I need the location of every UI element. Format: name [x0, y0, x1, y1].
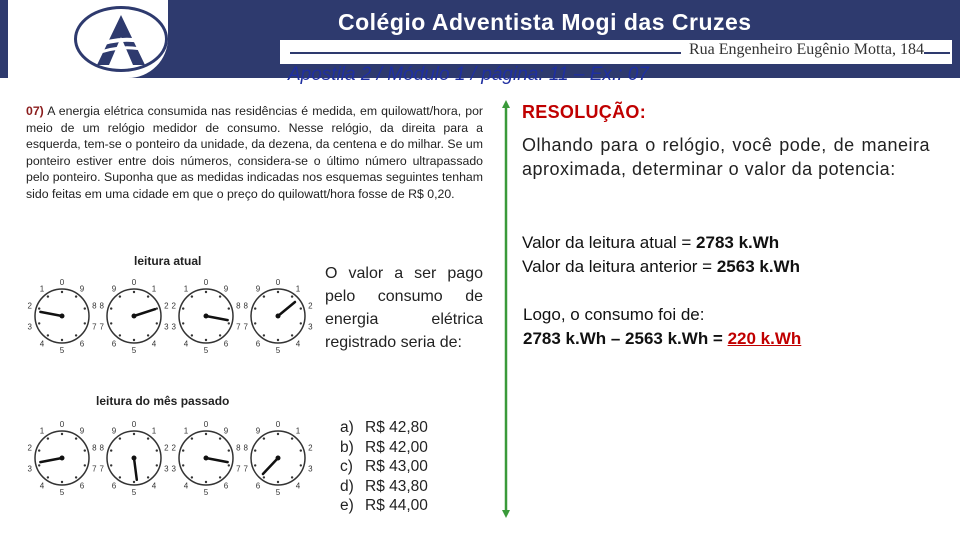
svg-text:3: 3	[27, 464, 32, 474]
meter-current-caption: leitura atual	[134, 254, 202, 268]
svg-text:3: 3	[171, 322, 176, 332]
svg-text:1: 1	[183, 426, 189, 436]
calc-result: 220 k.Wh	[727, 329, 802, 348]
svg-text:2: 2	[164, 443, 169, 453]
svg-text:0: 0	[275, 420, 281, 429]
svg-text:5: 5	[59, 488, 65, 497]
svg-text:2: 2	[27, 443, 32, 453]
svg-text:6: 6	[79, 339, 85, 349]
logo-container	[8, 0, 168, 78]
school-address: Rua Engenheiro Eugênio Motta, 184	[681, 41, 924, 59]
resolution-text: Olhando para o relógio, você pode, de maneira aproximada, determinar o valor da potencia:	[522, 135, 930, 179]
meter-current-dials	[24, 272, 314, 362]
svg-text:7: 7	[99, 322, 104, 332]
svg-text:3: 3	[308, 464, 313, 474]
page-title: Apostila 2 / Módulo 1 / página: 11 – Ex.: 07	[288, 64, 649, 85]
meter-dial	[171, 278, 241, 355]
svg-text:2: 2	[27, 301, 32, 311]
option-b[interactable]: b) R$ 42,00	[340, 438, 428, 456]
svg-text:7: 7	[92, 464, 97, 474]
meter-dial	[27, 420, 97, 497]
meter-dial	[243, 278, 313, 355]
svg-text:1: 1	[151, 284, 157, 294]
meter-previous-dials	[24, 414, 314, 504]
svg-text:5: 5	[59, 346, 65, 355]
svg-text:9: 9	[79, 284, 85, 294]
svg-text:9: 9	[223, 426, 229, 436]
svg-text:8: 8	[99, 443, 104, 453]
svg-text:0: 0	[203, 278, 209, 287]
meter-dial	[27, 278, 97, 355]
meter-previous-figure	[24, 392, 314, 502]
svg-text:9: 9	[111, 426, 117, 436]
svg-text:8: 8	[236, 301, 241, 311]
svg-text:0: 0	[275, 278, 281, 287]
svg-text:4: 4	[39, 481, 45, 491]
meter-dial	[243, 420, 313, 497]
svg-text:0: 0	[131, 420, 137, 429]
svg-text:2: 2	[171, 443, 176, 453]
svg-text:5: 5	[275, 346, 281, 355]
meter-previous-caption: leitura do mês passado	[96, 394, 230, 408]
svg-text:8: 8	[243, 443, 248, 453]
svg-text:5: 5	[203, 346, 209, 355]
svg-text:8: 8	[92, 301, 97, 311]
conclusion-intro: Logo, o consumo foi de:	[523, 305, 705, 324]
adventist-logo-icon	[74, 6, 168, 72]
svg-text:6: 6	[255, 481, 261, 491]
meter-readings	[522, 231, 800, 279]
svg-text:3: 3	[27, 322, 32, 332]
svg-text:3: 3	[308, 322, 313, 332]
svg-text:3: 3	[164, 464, 169, 474]
option-a[interactable]: a) R$ 42,80	[340, 419, 428, 436]
svg-text:6: 6	[111, 481, 117, 491]
svg-text:5: 5	[203, 488, 209, 497]
option-c[interactable]: c) R$ 43,00	[340, 458, 428, 475]
svg-text:7: 7	[236, 464, 241, 474]
svg-text:5: 5	[275, 488, 281, 497]
meter-dial	[171, 420, 241, 497]
svg-text:6: 6	[223, 339, 229, 349]
svg-text:9: 9	[79, 426, 85, 436]
svg-text:0: 0	[59, 420, 65, 429]
svg-text:0: 0	[131, 278, 137, 287]
svg-text:7: 7	[236, 322, 241, 332]
svg-text:6: 6	[223, 481, 229, 491]
svg-text:0: 0	[59, 278, 65, 287]
answer-options	[340, 418, 428, 516]
question-number: 07)	[26, 104, 44, 118]
conclusion	[523, 303, 801, 351]
svg-text:7: 7	[99, 464, 104, 474]
question-prompt: O valor a ser pago pelo consumo de energia elétrica registrado seria de:	[325, 265, 483, 351]
svg-text:4: 4	[151, 481, 157, 491]
svg-text:6: 6	[79, 481, 85, 491]
svg-text:8: 8	[99, 301, 104, 311]
svg-text:8: 8	[243, 301, 248, 311]
conclusion-calc: 2783 k.Wh – 2563 k.Wh = 220 k.Wh	[523, 329, 802, 348]
svg-text:3: 3	[164, 322, 169, 332]
svg-text:8: 8	[236, 443, 241, 453]
option-d[interactable]: d) R$ 43,80	[340, 477, 428, 495]
svg-text:1: 1	[295, 284, 301, 294]
svg-text:9: 9	[223, 284, 229, 294]
question-text	[26, 103, 483, 203]
svg-text:4: 4	[183, 339, 189, 349]
resolution-panel	[522, 102, 930, 181]
reading-previous: Valor da leitura anterior = 2563 k.Wh	[522, 257, 800, 276]
svg-text:1: 1	[295, 426, 301, 436]
school-name: Colégio Adventista Mogi das Cruzes	[338, 9, 752, 35]
meter-dial	[99, 278, 169, 355]
svg-text:3: 3	[171, 464, 176, 474]
svg-text:5: 5	[131, 488, 137, 497]
svg-text:1: 1	[183, 284, 189, 294]
svg-text:2: 2	[164, 301, 169, 311]
svg-text:2: 2	[308, 301, 313, 311]
svg-text:4: 4	[183, 481, 189, 491]
reading-current: Valor da leitura atual = 2783 k.Wh	[522, 233, 780, 252]
svg-text:9: 9	[255, 284, 261, 294]
svg-text:7: 7	[243, 322, 248, 332]
svg-text:2: 2	[171, 301, 176, 311]
svg-text:4: 4	[151, 339, 157, 349]
divider-arrow	[502, 100, 510, 518]
svg-text:2: 2	[308, 443, 313, 453]
svg-text:7: 7	[243, 464, 248, 474]
question-body: A energia elétrica consumida nas residências é medida, em quilowatt/hora, por meio de um relógio medidor de consumo. Nesse relógio, da direita para a esquerda, tem-se o ponteiro da unidade, da dezena, da centena e do milhar. Se um ponteiro estiver entre dois números, considera-se o último número ultrapassado pelo ponteiro. Suponha que as medidas indicadas nos esquemas seguintes tenham sido feitas em uma cidade em que o preço do quilowatt/hora fosse de R$ 0,20.	[26, 104, 483, 201]
svg-text:1: 1	[39, 284, 45, 294]
svg-text:5: 5	[131, 346, 137, 355]
meter-dial	[99, 420, 169, 497]
meter-current-figure	[24, 250, 314, 360]
svg-text:4: 4	[295, 339, 301, 349]
option-e[interactable]: e) R$ 44,00	[340, 497, 428, 514]
svg-text:4: 4	[295, 481, 301, 491]
svg-text:6: 6	[255, 339, 261, 349]
resolution-title: RESOLUÇÃO:	[522, 102, 646, 122]
svg-text:1: 1	[151, 426, 157, 436]
svg-text:9: 9	[111, 284, 117, 294]
svg-text:7: 7	[92, 322, 97, 332]
svg-text:1: 1	[39, 426, 45, 436]
svg-text:8: 8	[92, 443, 97, 453]
svg-text:9: 9	[255, 426, 261, 436]
svg-text:0: 0	[203, 420, 209, 429]
svg-text:6: 6	[111, 339, 117, 349]
svg-text:4: 4	[39, 339, 45, 349]
